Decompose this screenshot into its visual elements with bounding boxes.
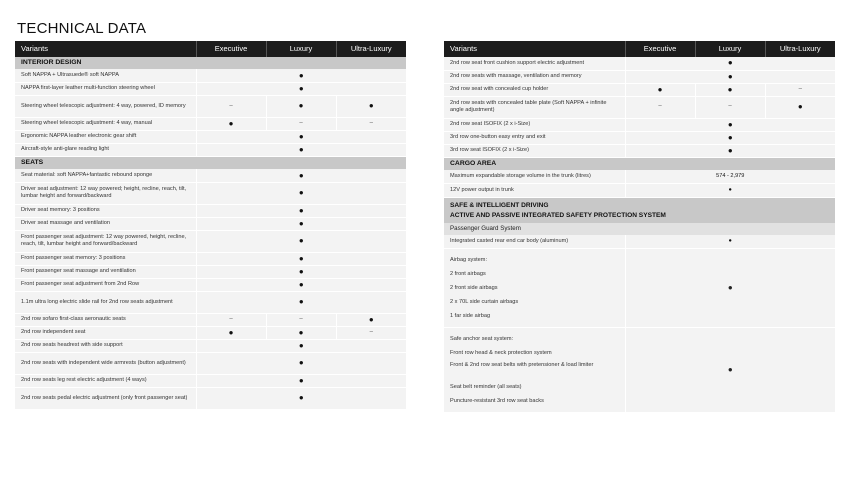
left-spec-table [15,41,406,410]
section-interior-design [15,57,406,69]
feature-label: 2 x 70L side curtain airbags [450,299,519,306]
value-cell [625,184,835,198]
bullet-icon: ● [727,71,733,81]
bullet-icon: ● [298,170,304,180]
feature-label: 2nd row seats with massage, ventilation and memory [444,70,625,83]
cell-executive [196,117,266,130]
bullet-icon: ● [727,145,733,155]
feature-label: Front & 2nd row seat belts with pretensioner & load limiter [450,362,594,369]
bullet-icon: ● [298,83,304,93]
feature-label: Front passenger seat adjustment: 12 way powered, height, recline, reach, tilt, lumbar height and forward/backward [15,230,196,252]
feature-label: Safe anchor seat system: [450,336,514,343]
cell-executive [196,313,266,326]
feature-group [444,249,625,328]
availability-cell [196,69,406,82]
section-title: CARGO AREA [444,157,835,170]
cell-ultra-luxury [336,117,406,130]
bullet-icon: ● [298,266,304,276]
feature-label: Ergonomic NAPPA leather electronic gear shift [15,130,196,143]
availability-cell [625,328,835,413]
table-row [15,130,406,143]
dash-icon: – [369,120,373,127]
section-title: INTERIOR DESIGN [15,57,406,69]
feature-label: 2nd row seats with concealed table plate (Soft NAPPA + infinite angle adjustment) [444,96,625,118]
feature-label: 2nd row seats leg rest electric adjustment (4 ways) [15,374,196,387]
cell-luxury [266,326,336,339]
bullet-icon: ● [727,283,733,293]
value-text: 574 - 2,979 [716,173,745,180]
col-variants: Variants [15,41,196,57]
feature-label: NAPPA first-layer leather multi-function steering wheel [15,82,196,95]
col-variants: Variants [444,41,625,57]
bullet-icon: ● [298,297,304,307]
table-row [444,96,835,118]
feature-label: Aircraft-style anti-glare reading light [15,143,196,156]
table-row [444,144,835,157]
dash-icon: – [229,316,233,323]
bullet-icon: ● [727,119,733,129]
cell-executive [625,96,695,118]
dash-icon: – [229,102,233,109]
table-row [15,95,406,117]
section-cargo-area [444,157,835,170]
bullet-icon: ● [228,118,234,128]
feature-label: Airbag system: [450,257,487,264]
value-text: ● [728,237,732,244]
bullet-icon: ● [657,84,663,94]
feature-label: 1.1m ultra long electric slide rail for 2nd row seats adjustment [15,291,196,313]
table-row [15,217,406,230]
bullet-icon: ● [298,205,304,215]
table-row [15,252,406,265]
availability-cell [196,143,406,156]
table-row [15,69,406,82]
table-row [444,70,835,83]
table-row [15,339,406,352]
table-row [15,326,406,339]
feature-label: Seat belt reminder (all seats) [450,384,522,391]
table-row [444,83,835,96]
col-executive: Executive [625,41,695,57]
table-row [15,278,406,291]
table-row [15,117,406,130]
bullet-icon: ● [727,132,733,142]
table-row [15,291,406,313]
table-row [15,143,406,156]
right-spec-table [444,41,835,413]
availability-cell [625,144,835,157]
subsection-passenger-guard [444,223,835,235]
subsection-title: Passenger Guard System [444,223,835,235]
feature-label: Steering wheel telescopic adjustment: 4 way, powered, ID memory [15,95,196,117]
feature-label: Maximum expandable storage volume in the trunk (litres) [444,170,625,184]
table-row [444,131,835,144]
cell-ultra-luxury [765,83,835,96]
availability-cell [625,70,835,83]
cell-executive [196,326,266,339]
bullet-icon: ● [298,236,304,246]
feature-group [444,328,625,413]
bullet-icon: ● [228,327,234,337]
bullet-icon: ● [797,102,803,111]
table-row [15,265,406,278]
availability-cell [196,339,406,352]
airbag-group [444,249,835,328]
table-row [444,57,835,70]
feature-label: Front passenger seat massage and ventilation [15,265,196,278]
cell-executive [196,95,266,117]
availability-cell [196,291,406,313]
availability-cell [196,169,406,182]
table-row [15,374,406,387]
feature-label: Puncture-resistant 3rd row seat backs [450,398,544,405]
section-title: SAFE & INTELLIGENT DRIVING [450,202,549,210]
dash-icon: – [728,103,732,110]
section-safety [444,198,835,223]
bullet-icon: ● [298,70,304,80]
dash-icon: – [658,103,662,110]
feature-label: Driver seat massage and ventilation [15,217,196,230]
availability-cell [196,204,406,217]
availability-cell [196,374,406,387]
availability-cell [196,278,406,291]
feature-label: Driver seat adjustment: 12 way powered; height, recline, reach, tilt, lumbar height and forward/backward [15,182,196,204]
bullet-icon: ● [298,218,304,228]
bullet-icon: ● [298,253,304,263]
feature-label: 12V power output in trunk [444,184,625,198]
bullet-icon: ● [727,84,733,94]
feature-label: 3rd row seat ISOFIX (2 x i-Size) [444,144,625,157]
availability-cell [196,252,406,265]
dash-icon: – [299,316,303,323]
section-title: SEATS [15,156,406,169]
availability-cell [625,57,835,70]
cell-ultra-luxury [336,95,406,117]
availability-cell [196,387,406,409]
bullet-icon: ● [298,358,304,368]
feature-label: 2nd row sofaro first-class aeronautic seats [15,313,196,326]
availability-cell [196,352,406,374]
table-header [15,41,406,57]
feature-label: 2 front side airbags [450,285,498,292]
bullet-icon: ● [298,393,304,403]
table-row [15,169,406,182]
table-row [15,230,406,252]
value-text: ● [728,187,732,194]
bullet-icon: ● [298,375,304,385]
page-title: TECHNICAL DATA [17,20,147,37]
feature-label: 1 far side airbag [450,313,491,320]
feature-label: 2nd row independent seat [15,326,196,339]
table-row [444,184,835,198]
bullet-icon: ● [298,144,304,154]
feature-label: Soft NAPPA + Ultrasuede® soft NAPPA [15,69,196,82]
cell-luxury [266,95,336,117]
col-luxury: Luxury [695,41,765,57]
table-row [15,387,406,409]
bullet-icon: ● [298,327,304,337]
feature-label: 2nd row seats with independent wide armrests (button adjustment) [15,352,196,374]
table-row [15,204,406,217]
availability-cell [196,217,406,230]
col-luxury: Luxury [266,41,336,57]
feature-label: 2nd row seat with concealed cup holder [444,83,625,96]
table-row [444,170,835,184]
bullet-icon: ● [298,340,304,350]
cell-executive [625,83,695,96]
feature-label: 2nd row seat front cushion support electric adjustment [444,57,625,70]
table-row [444,118,835,131]
dash-icon: – [369,329,373,336]
feature-label: Front row head & neck protection system [450,350,552,357]
cell-luxury [695,83,765,96]
value-cell [625,170,835,184]
cell-ultra-luxury [336,313,406,326]
feature-label: 2 front airbags [450,271,486,278]
col-executive: Executive [196,41,266,57]
section-seats [15,156,406,169]
availability-cell [625,118,835,131]
feature-label: Front passenger seat memory: 3 positions [15,252,196,265]
bullet-icon: ● [298,131,304,141]
feature-label: 3rd row one-button easy entry and exit [444,131,625,144]
col-ultra-luxury: Ultra-Luxury [765,41,835,57]
dash-icon: – [299,120,303,127]
availability-cell [625,131,835,144]
section-subtitle: ACTIVE AND PASSIVE INTEGRATED SAFETY PROTECTION SYSTEM [450,211,666,219]
availability-cell [196,82,406,95]
dash-icon: – [798,85,802,92]
cell-ultra-luxury [336,326,406,339]
bullet-icon: ● [298,188,304,198]
availability-cell [196,130,406,143]
table-row [15,352,406,374]
feature-label: Front passenger seat adjustment from 2nd Row [15,278,196,291]
anchor-group [444,328,835,413]
cell-luxury [266,313,336,326]
bullet-icon: ● [298,101,304,111]
feature-label: 2nd row seat ISOFIX (2 x i-Size) [444,118,625,131]
col-ultra-luxury: Ultra-Luxury [336,41,406,57]
availability-cell [196,230,406,252]
table-row [15,313,406,326]
table-header [444,41,835,57]
feature-label: 2nd row seats pedal electric adjustment (only front passenger seat) [15,387,196,409]
table-row [444,235,835,249]
bullet-icon: ● [368,314,374,324]
feature-label: Integrated casted rear end car body (aluminum) [444,235,625,249]
bullet-icon: ● [368,101,374,111]
availability-cell [196,182,406,204]
availability-cell [196,265,406,278]
feature-label: Steering wheel telescopic adjustment: 4 way, manual [15,117,196,130]
bullet-icon: ● [727,58,733,68]
table-row [15,182,406,204]
bullet-icon: ● [727,365,733,375]
feature-label: Seat material: soft NAPPA+fantastic rebound sponge [15,169,196,182]
cell-luxury [266,117,336,130]
table-row [15,82,406,95]
cell-ultra-luxury [765,96,835,118]
cell-luxury [695,96,765,118]
feature-label: Driver seat memory: 3 positions [15,204,196,217]
value-cell [625,235,835,249]
availability-cell [625,249,835,328]
feature-label: 2nd row seats headrest with side support [15,339,196,352]
bullet-icon: ● [298,279,304,289]
